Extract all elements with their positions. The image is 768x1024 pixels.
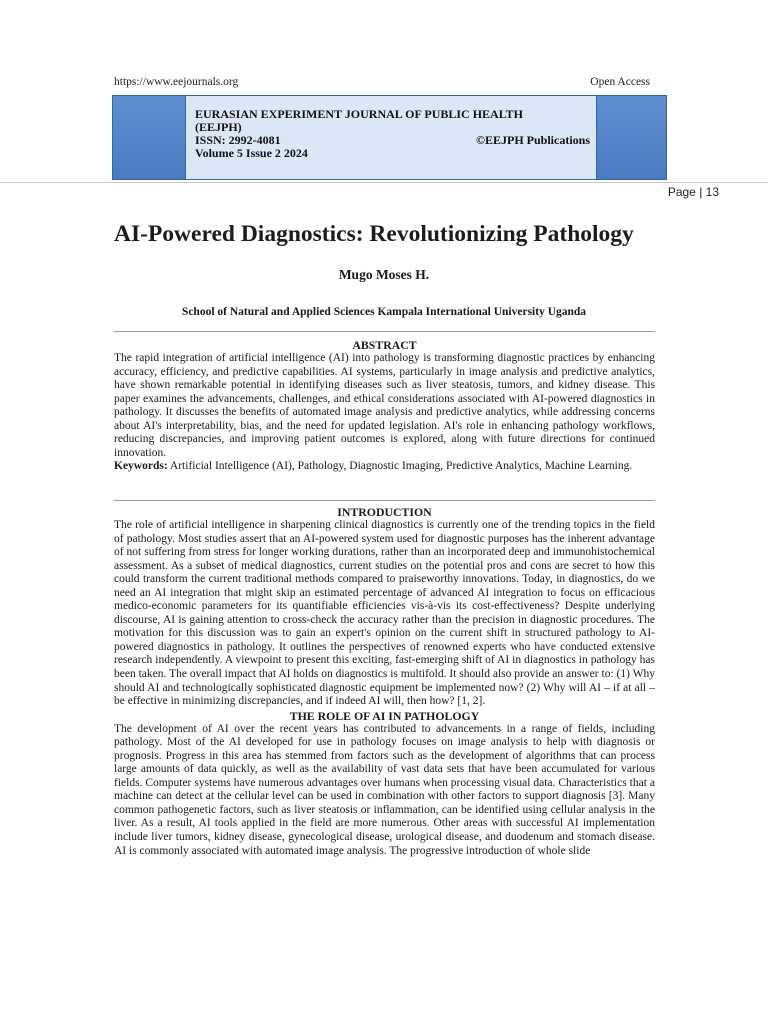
page-header-rule bbox=[0, 182, 768, 183]
journal-name: EURASIAN EXPERIMENT JOURNAL OF PUBLIC HEALTH bbox=[195, 107, 523, 121]
open-access-label: Open Access bbox=[590, 76, 650, 88]
role-section-text: The development of AI over the recent years has contributed to advancements in a range of fields, including pathology. Most of the AI developed for use in pathology focuses on image analysis to help with diagnosis or prognosis. Progress in this area has stemmed from factors such as the development of algorithms that can process large amounts of data quickly, as well as the availability of vast data sets that have been accumulated for various fields. Computer systems have numerous advantages over humans when processing visual data. Characteristics that a machine can detect at the cellular level can be used in combination with other factors to support diagnosis [3]. Many common pathogenetic factors, such as liver steatosis or inflammation, can be identified using cellular analysis in the liver. As a result, AI tools applied in the field are more numerous. Other areas with successful AI implementation include liver tumors, kidney disease, gynecological disease, urological disease, and duodenum and stomach disease. AI is commonly associated with automated image analysis. The progressive introduction of whole slide bbox=[114, 722, 655, 857]
keywords-label: Keywords: bbox=[114, 460, 168, 473]
author-name: Mugo Moses H. bbox=[338, 267, 430, 282]
paper-title: AI-Powered Diagnostics: Revolutionizing Pathology bbox=[114, 221, 634, 247]
journal-issn: ISSN: 2992-4081 bbox=[195, 133, 281, 147]
section-divider bbox=[114, 331, 655, 332]
role-section-heading: THE ROLE OF AI IN PATHOLOGY bbox=[289, 708, 480, 723]
journal-banner-panel bbox=[185, 96, 597, 179]
abstract-heading: ABSTRACT bbox=[352, 338, 417, 352]
abstract-text: The rapid integration of artificial intelligence (AI) into pathology is transforming diagnostic practices by enhancing accuracy, efficiency, and predictive capabilities. AI systems, particularly in image analysis and predictive analytics, have shown remarkable potential in identifying diseases such as liver steatosis, tumors, and kidney disease. This paper examines the advancements, challenges, and ethical considerations associated with AI-powered diagnostics in pathology. It discusses the benefits of automated image analysis and predictive analytics, while addressing concerns about AI's interpretability, bias, and the need for updated legislation. AI's role in enhancing pathology workflows, reducing discrepancies, and improving patient outcomes is explored, along with future directions for continued innovation. bbox=[114, 352, 655, 459]
journal-publisher: ©EEJPH Publications bbox=[476, 133, 590, 147]
introduction-heading: INTRODUCTION bbox=[337, 505, 432, 519]
journal-abbreviation: (EEJPH) bbox=[195, 120, 242, 134]
keywords-line bbox=[114, 460, 655, 474]
journal-volume: Volume 5 Issue 2 2024 bbox=[195, 146, 308, 160]
author-affiliation: School of Natural and Applied Sciences Kampala International University Uganda bbox=[181, 306, 587, 318]
abstract-section bbox=[114, 338, 655, 474]
journal-url[interactable]: https://www.eejournals.org bbox=[114, 76, 239, 88]
keywords-text: Artificial Intelligence (AI), Pathology, Diagnostic Imaging, Predictive Analytics, Machine Learning. bbox=[169, 460, 633, 473]
introduction-section bbox=[114, 505, 655, 858]
section-divider bbox=[114, 500, 655, 501]
journal-banner bbox=[112, 95, 667, 180]
page-number: Page | 13 bbox=[667, 185, 719, 199]
introduction-text: The role of artificial intelligence in sharpening clinical diagnostics is currently one of the trending topics in the field of pathology. Most studies assert that an AI-powered system used for diagnostic purposes has the inherent advantage of not suffering from stress for longer working durations, rather than an incorporated deep and immunohistochemical assessment. As a subset of medical diagnostics, current studies on the potential pros and cons are secret to how this could transform the current traditional methods compared to praiseworthy innovations. Today, in diagnostics, do we need an AI integration that might skip an estimated percentage of advanced AI integration to focus on efficacious medico-economic parameters for its quantifiable efficiencies vis-à-vis its cost-effectiveness? Despite underlying discourse, AI is gaining attention to cross-check the accuracy rather than the precision in diagnostic procedures. The motivation for this discussion was to gain an expert's opinion on the current shift in structured pathology to AI-powered diagnostics in pathology. It outlines the perspectives of renowned experts who have conducted extensive research independently. A viewpoint to present this exciting, fast-emerging shift of AI in diagnostics in pathology has been taken. The overall impact that AI holds on diagnostics is multifold. It should also provide an answer to: (1) Why should AI and technologically sophisticated diagnostic equipment be implemented now? (2) Why will AI – if at all – be effective in minimizing discrepancies, and if indeed AI will, then how? [1, 2]. bbox=[114, 519, 655, 708]
